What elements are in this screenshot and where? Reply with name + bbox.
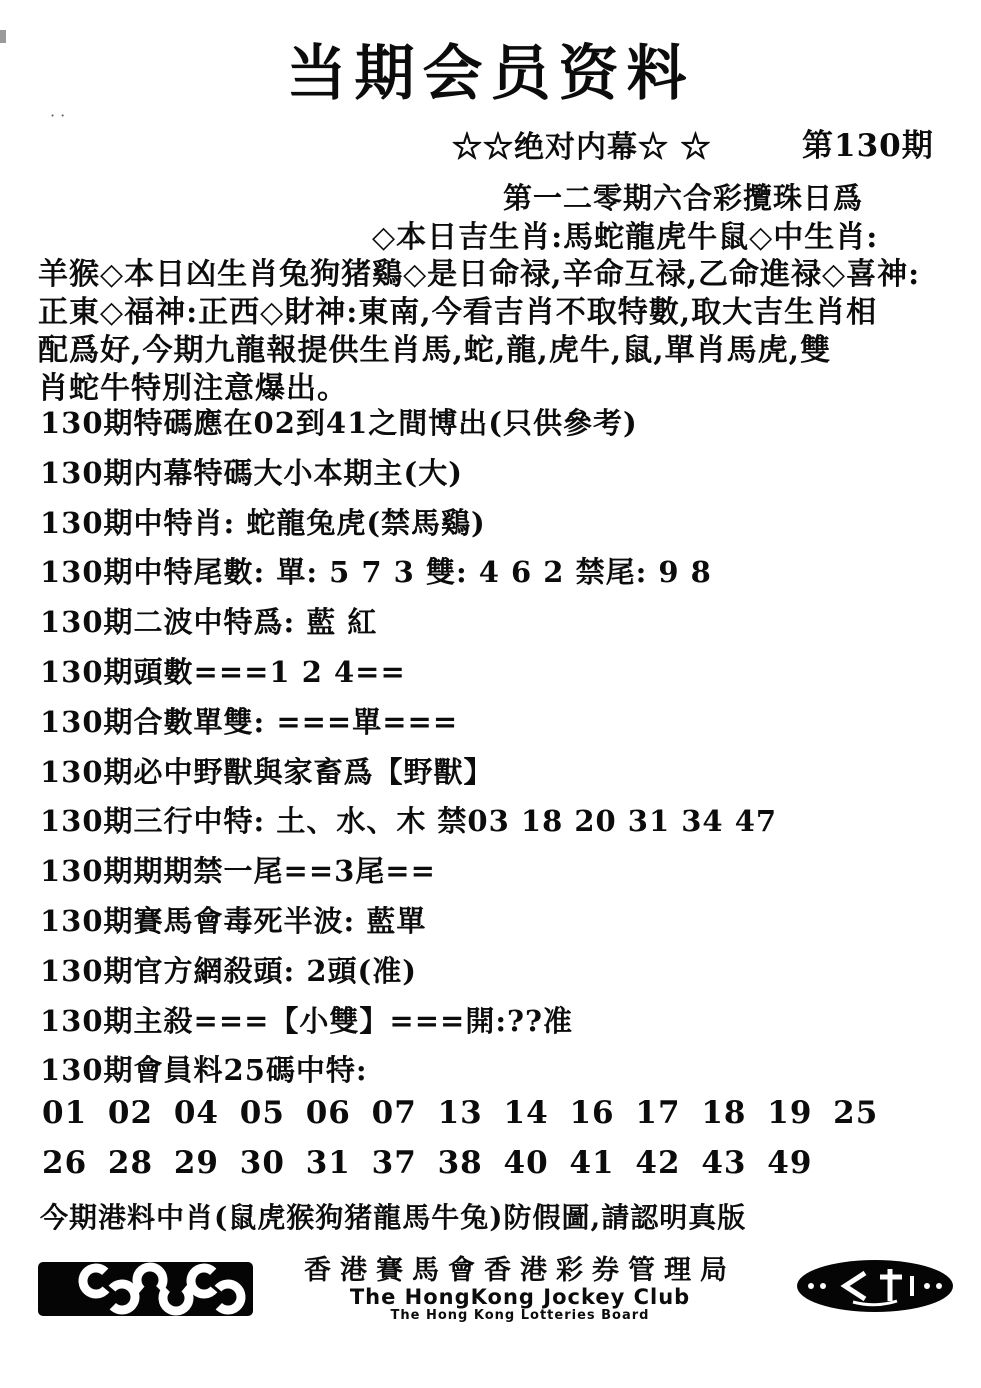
intro-line-2: 羊猴◇本日凶生肖兔狗猪鷄◇是日命禄,辛命互禄,乙命進禄◇喜神: — [38, 257, 921, 292]
tip-line: 130期主殺===【小雙】===開:??准 — [40, 1003, 574, 1038]
tip-line: 130期二波中特爲: 藍 紅 — [40, 605, 378, 640]
intro-line-4: 配爲好,今期九龍報提供生肖馬,蛇,龍,虎牛,鼠,單肖馬虎,雙 — [38, 333, 832, 368]
footer-org-english: The HongKong Jockey Club — [349, 1285, 691, 1309]
issue-number: 第130期 — [802, 128, 934, 164]
subtitle-stars: ☆☆绝对内幕☆ ☆ — [452, 130, 712, 165]
hkjc-logo-icon — [38, 1262, 253, 1316]
lotteries-oval-logo-icon — [795, 1256, 955, 1316]
page-title: 当期会员资料 — [286, 39, 695, 109]
tips-list — [40, 401, 970, 1098]
tip-line: 130期内幕特碼大小本期主(大) — [40, 455, 463, 490]
footer-org-english-sub: The Hong Kong Lotteries Board — [390, 1308, 650, 1323]
tip-line: 130期合數單雙: ===單=== — [40, 704, 459, 739]
tip-line: 130期官方網殺頭: 2頭(准) — [40, 953, 417, 988]
intro-line-1: ◇本日吉生肖:馬蛇龍虎牛鼠◇中生肖: — [372, 220, 879, 255]
tip-line: 130期賽馬會毒死半波: 藍單 — [40, 903, 427, 938]
draw-day-line: 第一二零期六合彩攬珠日爲 — [503, 181, 864, 215]
tip-line: 130期會員料25碼中特: — [40, 1053, 368, 1088]
tip-line: 130期期期禁一尾==3尾== — [40, 854, 436, 889]
picked-numbers-row-1: 01 02 04 05 06 07 13 14 16 17 18 19 25 — [42, 1095, 879, 1131]
tip-line: 130期特碼應在02到41之間博出(只供參考) — [40, 406, 638, 440]
tip-line: 130期中特尾數: 單: 5 7 3 雙: 4 6 2 禁尾: 9 8 — [40, 555, 712, 590]
tip-line: 130期頭數===1 2 4== — [40, 654, 406, 689]
tip-line: 130期中特肖: 蛇龍兔虎(禁馬鷄) — [40, 505, 486, 540]
intro-paragraph — [38, 249, 968, 406]
intro-line-3: 正東◇福神:正西◇財神:東南,今看吉肖不取特數,取大吉生肖相 — [38, 295, 878, 330]
picked-numbers-row-2: 26 28 29 30 31 37 38 40 41 42 43 49 — [42, 1145, 813, 1181]
tip-line: 130期三行中特: 土、水、木 禁03 18 20 31 34 47 — [40, 804, 778, 839]
intro-line-5: 肖蛇牛特別注意爆出。 — [38, 371, 348, 406]
anti-fake-note: 今期港料中肖(鼠虎猴狗猪龍馬牛兔)防假圖,請認明真版 — [40, 1201, 747, 1234]
footer-org-chinese: 香港賽馬會香港彩券管理局 — [304, 1255, 736, 1286]
footer-organization — [290, 1256, 750, 1323]
tip-line: 130期必中野獸與家畜爲【野獸】 — [40, 754, 494, 789]
scan-dots-artifact: ·· — [50, 106, 71, 125]
